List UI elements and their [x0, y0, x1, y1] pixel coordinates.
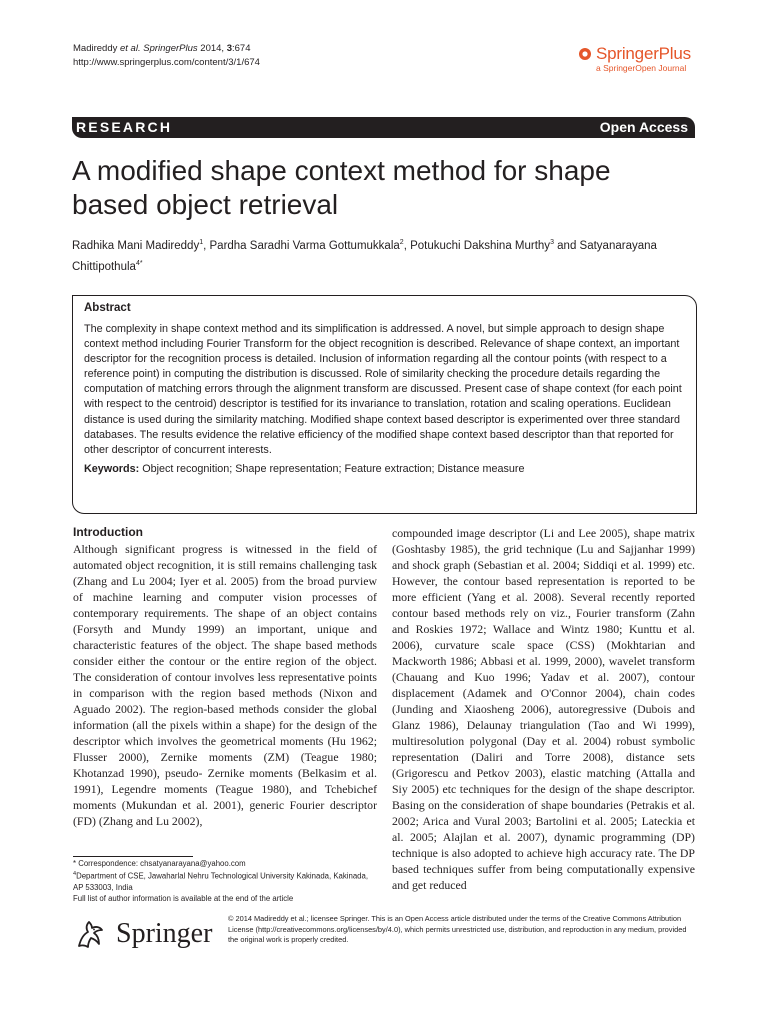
author-affiliation-mark: 2	[399, 239, 404, 246]
publisher-logo	[72, 916, 212, 952]
author-list	[72, 234, 692, 276]
footnote-divider	[73, 856, 193, 857]
affiliation-note	[73, 869, 373, 893]
introduction-heading: Introduction	[73, 525, 143, 539]
open-access-label: Open Access	[599, 119, 688, 135]
correspondence-note: * Correspondence: chsatyanarayana@yahoo.com	[73, 859, 246, 868]
abstract-box	[72, 295, 697, 514]
citation-year: 2014,	[197, 43, 227, 54]
author-name: , Pardha Saradhi Varma Gottumukkala	[203, 239, 400, 252]
brand-name: SpringerPlus	[596, 44, 691, 63]
body-column-left: Although significant progress is witnessed in the field of automated object recognition, it is still remains challenging task (Zhang and Lu 2004; Iyer et al. 2005) from the broad purview of machine learning and computer vision processes of contemporary requirements. The shape of an object contains (Forsyth and Mundy 1999) an important, unique and characteristic features of the object. The shape based methods consider either the contour or the entire region of the object. The consideration of contour involves less representative points in comparison with the region based methods (Nixon and Aguado 2002). The region-based methods consider the global information (all the pixels within a shape) for the design of the descriptor which involves the geometrical moments (Hu 1962; Flusser 2000), Zernike moments (ZM) (Teague 1980; Khotanzad 1990), pseudo- Zernike moments (Belkasim et al. 1991), Legendre moments (Teague 1980), and Tchebichef moments (Mukundan et al. 2001), generic Fourier descriptor (FD) (Zhang and Lu 2002),	[73, 542, 377, 828]
section-bar	[72, 117, 695, 138]
article-url[interactable]: http://www.springerplus.com/content/3/1/674	[73, 57, 260, 68]
article-title: A modified shape context method for shape based object retrieval	[72, 155, 611, 220]
section-label: RESEARCH	[76, 119, 173, 135]
abstract-text: The complexity in shape context method and its simplification is addressed. A novel, but simple approach to design shape context method including Fourier Transform for the object recognition is described. Relevance of shape context, an important descriptor for the recognition process is detailed. Inclusion of information regarding all the contour points (with respect to a reference point) in computing the distribution is discussed. Role of similarity checking the procedure details regarding the computation of matching errors through the alignment transform are discussed. Present case of shape context (for each point with respect to the centroid) descriptor is testified for its invariance to translation, rotation and scaling operations. Euclidean distance is used during the similarity matching. Modified shape context based descriptor is experimented over three standard databases. The results evidence the relative efficiency of the modified shape context based descriptor than that reported for other descriptor of concurrent interests.	[84, 323, 682, 456]
author-name: , Potukuchi Dakshina Murthy	[403, 239, 551, 252]
springer-open-icon	[578, 47, 592, 61]
journal-brand	[578, 44, 698, 73]
citation	[73, 42, 260, 70]
author-name: Radhika Mani Madireddy	[72, 239, 200, 252]
keywords-list: Object recognition; Shape representation; Feature extraction; Distance measure	[139, 462, 525, 475]
publisher-name: Springer	[116, 918, 213, 949]
citation-journal: SpringerPlus	[140, 43, 198, 54]
affiliation-text: Department of CSE, Jawaharlal Nehru Technological University Kakinada, Kakinada, AP 533003, India	[73, 871, 369, 892]
author-info-note: Full list of author information is available at the end of the article	[73, 894, 294, 904]
citation-article: :674	[232, 43, 251, 54]
body-column-right: compounded image descriptor (Li and Lee 2005), shape matrix (Goshtasby 1985), the grid technique (Lu and Sajjanhar 1999) and shock graph (Sebastian et al. 2004; Siddiqi et al. 1999) etc. However, the contour based representation is reported to be more efficient (Yang et al. 2008). Several recently reported contour based methods rely on viz., Fourier transform (Zahn and Roskies 1972; Wallace and Wintz 1980; Kunttu et al. 2006), curvature scale space (CSS) (Mokhtarian and Mackworth 1986; Abbasi et al. 1999, 2000), wavelet transform (Chauang and Kuo 1996; Yadav et al. 2007), contour displacement (Adamek and O'Connor 2004), chain codes (Junding and Xiaosheng 2006), autoregressive (Dubois and Glanz 1986), Delaunay triangulation (Tao and Wi 1999), multiresolution polygonal (Day et al. 2004) robust symbolic representation (Daliri and Torre 2008), distance sets (Grigorescu and Petkov 2003), elastic matching (Attalla and Siy 2005) etc techniques for the design of the shape descriptor. Basing on the consideration of shape boundaries (Petrakis et al. 2002; Arica and Vural 2003; Bartolini et al. 2005; Lateckia et al. 2005; Alajlan et al. 2007), dynamic programming (DP) technique is also adopted to achieve high accuracy rate. The DP based techniques suffer from being computationally expensive and get reduced	[392, 526, 695, 892]
author-affiliation-mark: 1	[199, 239, 204, 246]
abstract-heading: Abstract	[84, 302, 131, 314]
citation-authors: Madireddy	[73, 43, 120, 54]
keywords-label: Keywords:	[84, 462, 140, 475]
affiliation-mark: 4	[73, 871, 77, 878]
springer-horse-icon	[72, 916, 108, 952]
citation-line	[73, 42, 260, 56]
author-affiliation-mark: 3	[550, 239, 554, 246]
citation-volume: 3	[226, 43, 232, 54]
license-text: © 2014 Madireddy et al.; licensee Springer. This is an Open Access article distributed under the terms of the Creative Commons Attribution License (http://creativecommons.org/licenses/by/4.0), which permits unrestricted use, distribution, and reproduction in any medium, provided the original work is properly credited.	[228, 914, 687, 945]
author-affiliation-mark: 4*	[135, 259, 143, 267]
author-name: and Satyanarayana Chittipothula	[72, 239, 657, 273]
footnotes	[73, 858, 373, 904]
keywords	[84, 462, 685, 477]
brand-tagline: a SpringerOpen Journal	[596, 63, 687, 73]
citation-etal: et al.	[120, 43, 141, 54]
